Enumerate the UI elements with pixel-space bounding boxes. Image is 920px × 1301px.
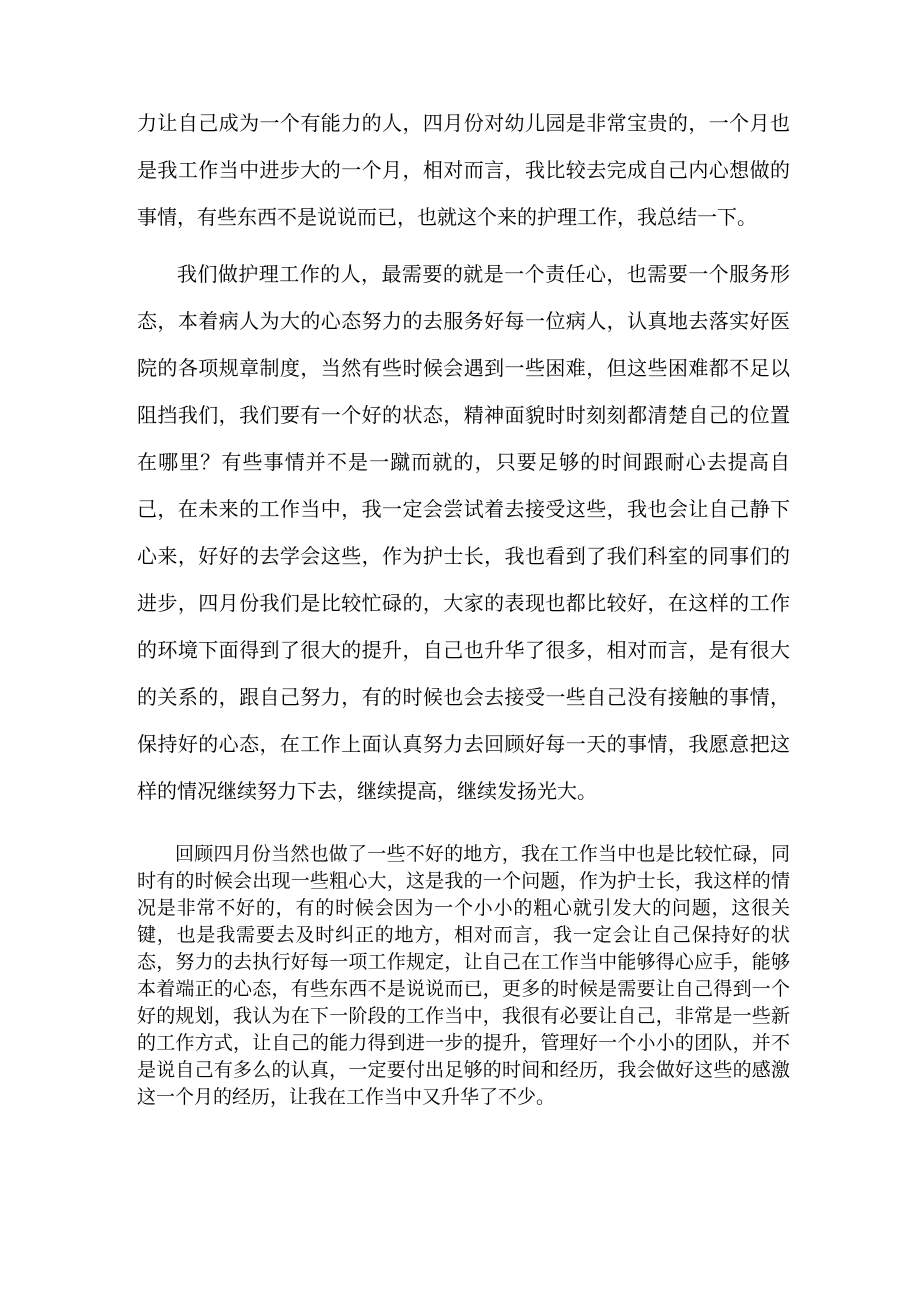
paragraph-3: 回顾四月份当然也做了一些不好的地方，我在工作当中也是比较忙碌，同时有的时候会出现一些粗心大，这是我的一个问题，作为护士长，我这样的情况是非常不好的，有的时候会因为一个小小的粗心就引发大的问题，这很关键，也是我需要去及时纠正的地方，相对而言，我一定会让自己保持好的状态，努力的去执行好每一项工作规定，让自己在工作当中能够得心应手，能够本着端正的心态，有些东西不是说说而已，更多的时候是需要让自己得到一个好的规划，我认为在下一阶段的工作当中，我很有必要让自己，非常是一些新的工作方式，让自己的能力得到进一步的提升，管理好一个小小的团队，并不是说自己有多么的认真，一定要付出足够的时间和经历，我会做好这些的感激这一个月的经历，让我在工作当中又升华了不少。 (137, 843, 790, 1108)
paragraph-2: 我们做护理工作的人，最需要的就是一个责任心，也需要一个服务形态，本着病人为大的心态努力的去服务好每一位病人，认真地去落实好医院的各项规章制度，当然有些时候会遇到一些困难，但这些困难都不足以阻挡我们，我们要有一个好的状态，精神面貌时时刻刻都清楚自己的位置在哪里？有些事情并不是一蹴而就的，只要足够的时间跟耐心去提高自己，在未来的工作当中，我一定会尝试着去接受这些，我也会让自己静下心来，好好的去学会这些，作为护士长，我也看到了我们科室的同事们的进步，四月份我们是比较忙碌的，大家的表现也都比较好，在这样的工作的环境下面得到了很大的提升，自己也升华了很多，相对而言，是有很大的关系的，跟自己努力，有的时候也会去接受一些自己没有接触的事情，保持好的心态，在工作上面认真努力去回顾好每一天的事情，我愿意把这样的情况继续努力下去，继续提高，继续发扬光大。 (137, 262, 790, 803)
paragraph-1: 力让自己成为一个有能力的人，四月份对幼儿园是非常宝贵的，一个月也是我工作当中进步大的一个月，相对而言，我比较去完成自己内心想做的事情，有些东西不是说说而已，也就这个来的护理工作，我总结一下。 (137, 111, 790, 229)
